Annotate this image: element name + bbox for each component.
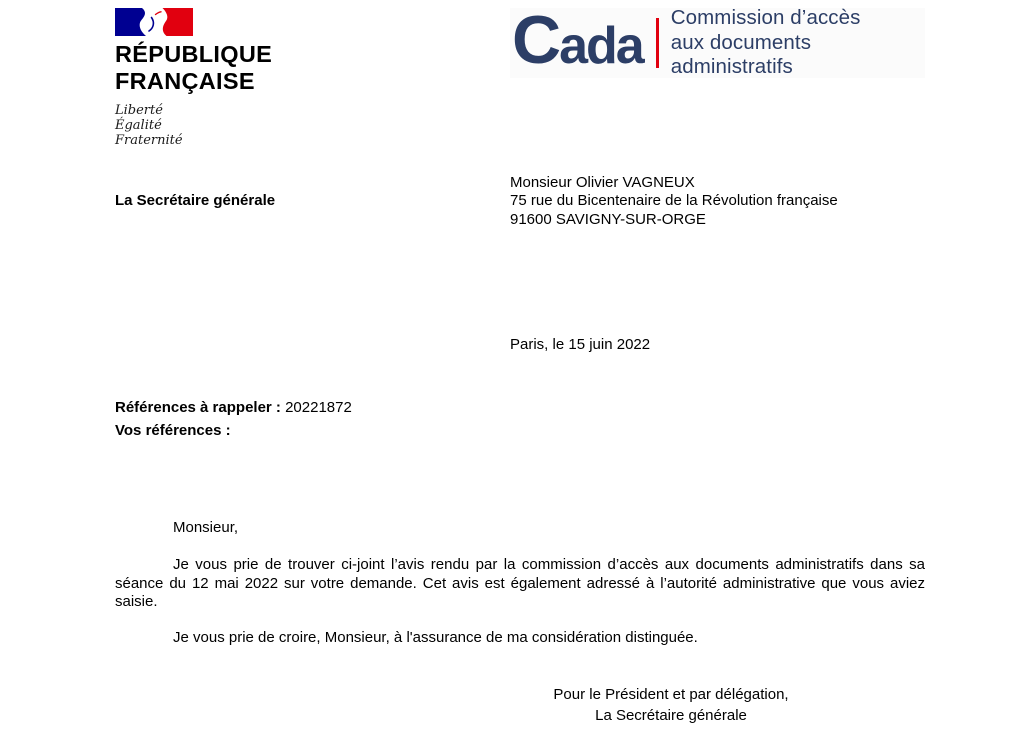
republique-title-line2: FRANÇAISE <box>115 68 255 94</box>
republique-motto <box>115 103 375 148</box>
cada-tagline-line1: Commission d’accès <box>670 6 861 30</box>
salutation: Monsieur, <box>173 519 239 536</box>
reference-yours-label: Vos références : <box>115 421 231 439</box>
motto-egalite: Égalité <box>115 118 162 133</box>
signature-role: La Secrétaire générale <box>595 706 747 724</box>
cada-wordmark <box>512 2 643 78</box>
cada-logo <box>510 2 925 79</box>
recipient-name: Monsieur Olivier VAGNEUX <box>510 174 695 191</box>
body-paragraph: Je vous prie de trouver ci-joint l’avis rendu par la commission d’accès aux documents administratifs dans sa séance du 12 mai 2022 sur votre demande. Cet avis est également adressé à l’autorité administrative que vous aviez saisie. <box>115 556 925 611</box>
cada-separator-bar <box>656 18 659 68</box>
republique-title-line1: RÉPUBLIQUE <box>115 41 273 67</box>
closing-formula: Je vous prie de croire, Monsieur, à l'assurance de ma considération distinguée. <box>173 629 698 646</box>
cada-wordmark-rest: ada <box>559 17 643 75</box>
sender-title: La Secrétaire générale <box>115 192 276 209</box>
signature-block <box>421 685 921 726</box>
recipient-street: 75 rue du Bicentenaire de la Révolution française <box>510 192 838 210</box>
references-block <box>115 397 352 443</box>
motto-fraternite: Fraternité <box>115 133 183 148</box>
reference-to-recall-label: Références à rappeler : <box>115 399 281 416</box>
cada-tagline <box>671 6 925 80</box>
cada-tagline-line2: aux documents administratifs <box>670 30 812 79</box>
reference-to-recall <box>115 397 352 420</box>
republique-title <box>115 41 375 95</box>
motto-liberte: Liberté <box>115 103 163 118</box>
reference-to-recall-value: 20221872 <box>280 399 352 416</box>
cada-wordmark-initial: C <box>512 2 560 78</box>
republique-francaise-logo <box>115 8 375 148</box>
recipient-address <box>510 174 838 229</box>
dateline: Paris, le 15 juin 2022 <box>510 336 651 353</box>
french-flag-marianne-icon <box>115 8 193 36</box>
recipient-city: 91600 SAVIGNY-SUR-ORGE <box>510 210 706 228</box>
signature-delegation: Pour le Président et par délégation, <box>553 686 789 703</box>
